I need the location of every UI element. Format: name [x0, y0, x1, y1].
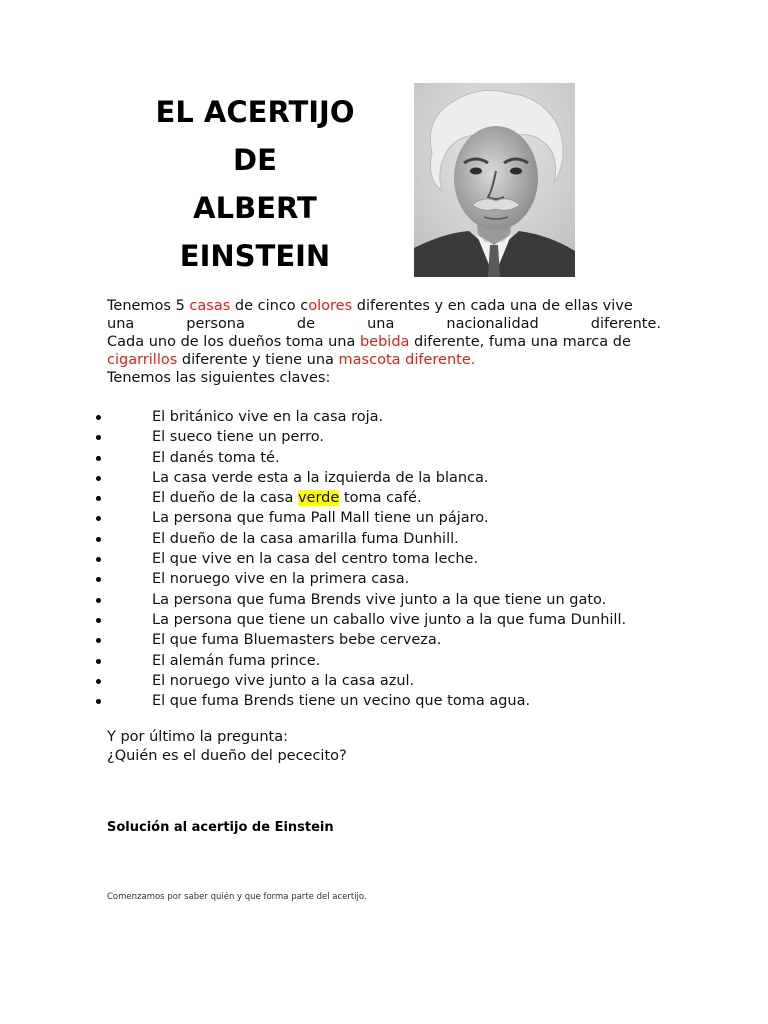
clue-text: La casa verde esta a la izquierda de la blanca. [152, 469, 489, 486]
list-item [96, 529, 696, 549]
clue-text: La persona que fuma Pall Mall tiene un pájaro. [152, 510, 489, 527]
clue-text: El que vive en la casa del centro toma leche. [152, 551, 479, 568]
list-item [96, 630, 696, 650]
intro-line-3 [107, 333, 661, 351]
intro-word: de [296, 316, 316, 332]
document-title [126, 88, 384, 280]
bullet-icon [96, 699, 101, 704]
list-item [96, 671, 696, 691]
list-item [96, 468, 696, 488]
clue-text: El dueño de la casa [152, 490, 298, 507]
keyword-colores: olores [308, 298, 353, 314]
intro-word: una [107, 316, 135, 332]
bullet-icon [96, 496, 101, 501]
intro-line-5: Tenemos las siguientes claves: [107, 370, 331, 386]
clue-text: El alemán fuma prince. [152, 652, 321, 669]
list-item [96, 427, 696, 447]
question-text: ¿Quién es el dueño del pececito? [107, 747, 347, 764]
clue-text: El británico vive en la casa roja. [152, 409, 384, 425]
list-item [96, 569, 696, 589]
list-item [96, 508, 696, 528]
bullet-icon [96, 476, 101, 481]
intro-paragraph [107, 297, 661, 387]
intro-word: una [367, 316, 395, 332]
list-item [96, 549, 696, 569]
intro-text: Tenemos 5 [107, 298, 190, 314]
question-intro: Y por último la pregunta: [107, 729, 288, 745]
clue-text: La persona que tiene un caballo vive junto a la que fuma Dunhill. [152, 611, 627, 628]
list-item [96, 651, 696, 671]
bullet-icon [96, 516, 101, 521]
list-item [96, 407, 696, 427]
bullet-icon [96, 557, 101, 562]
title-line-3: ALBERT [193, 191, 317, 225]
intro-line-1 [107, 297, 661, 315]
intro-line-2 [107, 315, 661, 333]
intro-text: diferente y tiene una [177, 352, 339, 368]
bullet-icon [96, 598, 101, 603]
list-item [96, 488, 696, 508]
question-block [107, 728, 667, 765]
list-item [96, 590, 696, 610]
intro-text: diferente, fuma una marca de [409, 334, 631, 350]
bullet-icon [96, 415, 101, 420]
solution-heading: Solución al acertijo de Einstein [107, 820, 334, 835]
list-item [96, 448, 696, 468]
bullet-icon [96, 618, 101, 623]
list-item [96, 610, 696, 630]
title-line-4: EINSTEIN [179, 239, 331, 273]
clue-text: El que fuma Brends tiene un vecino que toma agua. [152, 693, 531, 710]
clue-text: El dueño de la casa amarilla fuma Dunhill. [152, 530, 459, 547]
bullet-icon [96, 638, 101, 643]
intro-text: Cada uno de los dueños toma una [107, 334, 360, 350]
intro-word: nacionalidad [446, 316, 539, 332]
clue-text: El danés toma té. [152, 449, 280, 466]
clue-text: La persona que fuma Brends vive junto a la que tiene un gato. [152, 591, 607, 608]
keyword-casas: casas [189, 298, 231, 314]
intro-line-4 [107, 351, 661, 369]
einstein-portrait [414, 83, 575, 277]
bullet-icon [96, 679, 101, 684]
title-line-2: DE [233, 143, 277, 177]
intro-text: diferentes y en cada una de ellas vive [352, 298, 633, 314]
solution-note: Comenzamos por saber quién y que forma parte del acertijo. [107, 892, 367, 902]
list-item [96, 691, 696, 711]
clue-text: El sueco tiene un perro. [152, 429, 324, 446]
intro-text: de cinco c [230, 298, 309, 314]
keyword-bebida: bebida [359, 334, 410, 350]
bullet-icon [96, 435, 101, 440]
bullet-icon [96, 456, 101, 461]
keyword-mascota: mascota diferente. [338, 352, 476, 368]
bullet-icon [96, 577, 101, 582]
clue-text: El noruego vive en la primera casa. [152, 571, 410, 588]
clues-list [96, 407, 696, 711]
bullet-icon [96, 659, 101, 664]
title-line-1: EL ACERTIJO [155, 95, 355, 129]
bullet-icon [96, 537, 101, 542]
keyword-cigarrillos: cigarrillos [107, 352, 178, 368]
intro-word: diferente. [590, 316, 662, 332]
clue-text: El que fuma Bluemasters bebe cerveza. [152, 632, 442, 649]
clue-text: toma café. [339, 490, 422, 507]
highlighted-word: verde [297, 490, 340, 507]
intro-word: persona [186, 316, 245, 332]
clue-text: El noruego vive junto a la casa azul. [152, 672, 415, 689]
